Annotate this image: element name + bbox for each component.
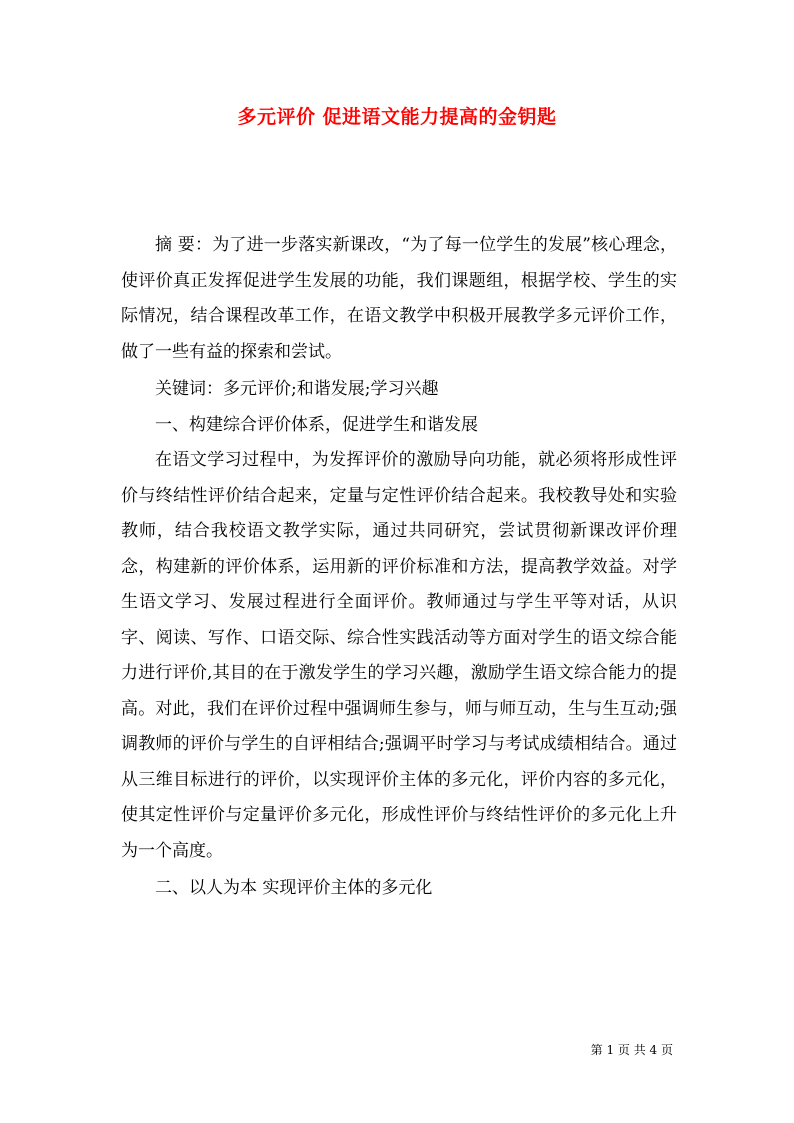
document-body — [121, 228, 677, 907]
abstract-paragraph: 摘 要：为了进一步落实新课改，“为了每一位学生的发展”核心理念，使评价真正发挥促进学生发展的功能，我们课题组，根据学校、学生的实际情况，结合课程改革工作，在语文教学中积极开展教学多元评价工作，做了一些有益的探索和尝试。 — [121, 235, 677, 362]
document-title: 多元评价 促进语文能力提高的金钥匙 — [237, 106, 557, 128]
body-paragraph-1: 在语文学习过程中，为发挥评价的激励导向功能，就必须将形成性评价与终结性评价结合起来，定量与定性评价结合起来。我校教导处和实验教师，结合我校语文教学实际，通过共同研究，尝试贯彻新课改评价理念，构建新的评价体系，运用新的评价标准和方法，提高教学效益。对学生语文学习、发展过程进行全面评价。教师通过与学生平等对话，从识字、阅读、写作、口语交际、综合性实践活动等方面对学生的语文综合能力进行评价,其目的在于激发学生的学习兴趣，激励学生语文综合能力的提高。对此，我们在评价过程中强调师生参与，师与师互动，生与生互动;强调教师的评价与学生的自评相结合;强调平时学习与考试成绩相结合。通过从三维目标进行的评价，以实现评价主体的多元化，评价内容的多元化，使其定性评价与定量评价多元化，形成性评价与终结性评价的多元化上升为一个高度。 — [121, 450, 677, 861]
section-heading-1: 一、构建综合评价体系，促进学生和谐发展 — [155, 414, 478, 435]
page-number-footer: 第 1 页 共 4 页 — [590, 1043, 673, 1057]
section-heading-2: 二、以人为本 实现评价主体的多元化 — [155, 878, 433, 898]
keywords-paragraph: 关键词：多元评价;和谐发展;学习兴趣 — [155, 379, 439, 399]
